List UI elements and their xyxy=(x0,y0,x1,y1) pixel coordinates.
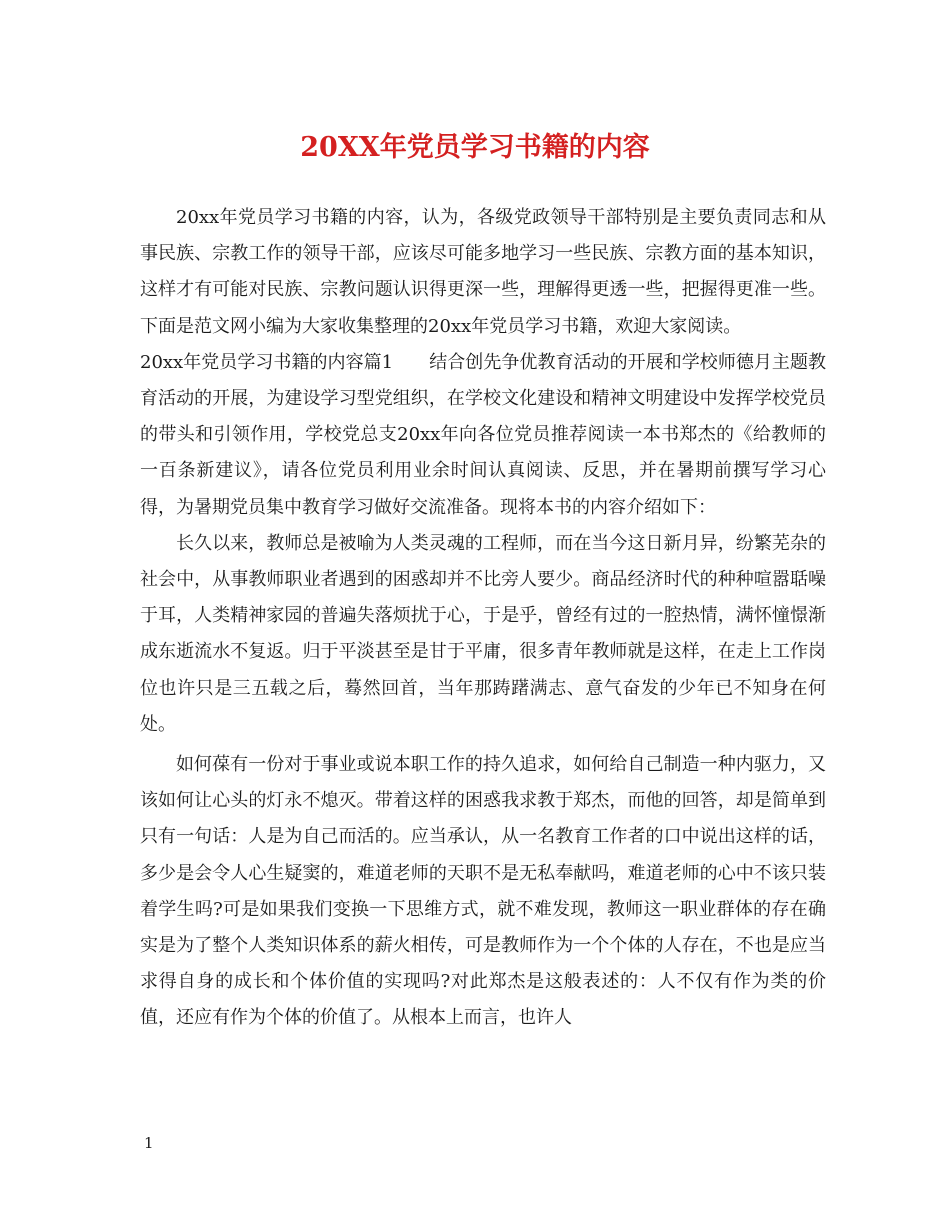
page-number: 1 xyxy=(144,1134,154,1152)
paragraph-intro: 20xx年党员学习书籍的内容，认为，各级党政领导干部特别是主要负责同志和从事民族、宗教工作的领导干部，应该尽可能多地学习一些民族、宗教方面的基本知识，这样才有可能对民族、宗教问题认识得更深一些，理解得更透一些，把握得更准一些。 下面是范文网小编为大家收集整理的20xx年党员学习书籍，欢迎大家阅读。 xyxy=(140,207,826,337)
paragraph-section-1: 20xx年党员学习书籍的内容篇1 结合创先争优教育活动的开展和学校师德月主题教育活动的开展，为建设学习型党组织，在学校文化建设和精神文明建设中发挥学校党员的带头和引领作用，学校党总支20xx年向各位党员推荐阅读一本书郑杰的《给教师的一百条新建议》，请各位党员利用业余时间认真阅读、反思，并在暑期前撰写学习心得，为暑期党员集中教育学习做好交流准备。现将本书的内容介绍如下： xyxy=(140,351,826,518)
paragraph-teacher-confusion: 长久以来，教师总是被喻为人类灵魂的工程师，而在当今这日新月异，纷繁芜杂的社会中，从事教师职业者遇到的困惑却并不比旁人要少。商品经济时代的种种喧嚣聒噪于耳，人类精神家园的普遍失落烦扰于心，于是乎，曾经有过的一腔热情，满怀憧憬渐成东逝流水不复返。归于平淡甚至是甘于平庸，很多青年教师就是这样，在走上工作岗位也许只是三五载之后，蓦然回首，当年那踌躇满志、意气奋发的少年已不知身在何处。 xyxy=(140,532,826,735)
document-body xyxy=(140,200,826,1037)
document-title: 20XX年党员学习书籍的内容 xyxy=(300,132,650,163)
paragraph-self-pursuit: 如何葆有一份对于事业或说本职工作的持久追求，如何给自己制造一种内驱力，又该如何让心头的灯永不熄灭。带着这样的困惑我求教于郑杰，而他的回答，却是简单到只有一句话：人是为自己而活的。应当承认，从一名教育工作者的口中说出这样的话，多少是会令人心生疑窦的，难道老师的天职不是无私奉献吗，难道老师的心中不该只装着学生吗?可是如果我们变换一下思维方式，就不难发现，教师这一职业群体的存在确实是为了整个人类知识体系的薪火相传，可是教师作为一个个体的人存在，不也是应当求得自身的成长和个体价值的实现吗?对此郑杰是这般表述的：人不仅有作为类的价值，还应有作为个体的价值了。从根本上而言，也许人 xyxy=(140,754,826,1029)
